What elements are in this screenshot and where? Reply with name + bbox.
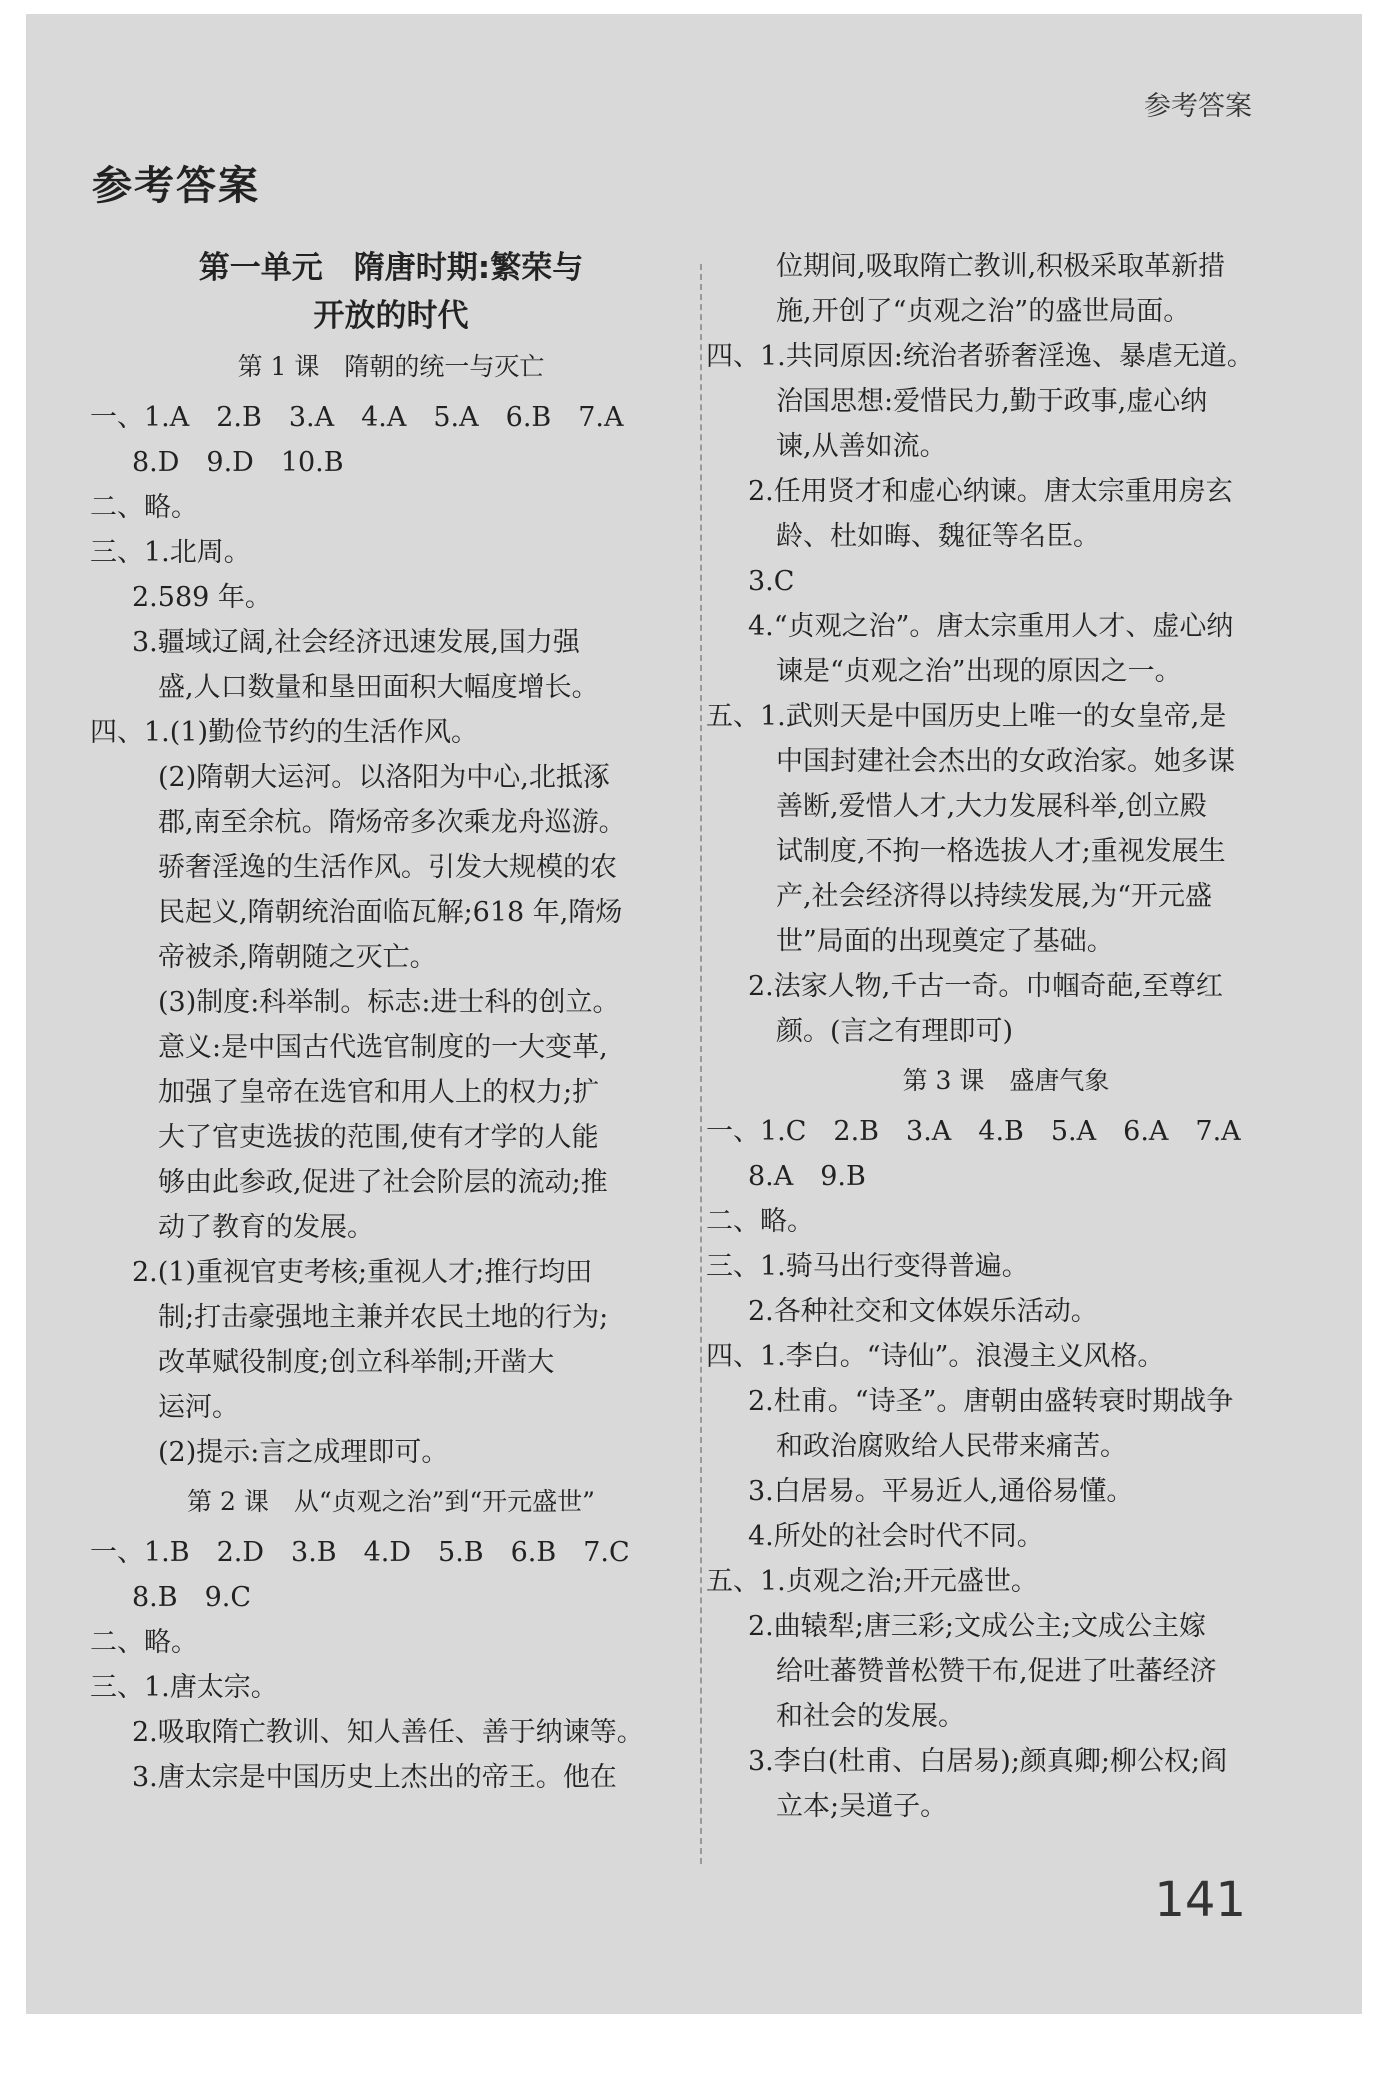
answer-line: 民起义,隋朝统治面临瓦解;618 年,隋炀 xyxy=(158,897,623,928)
answer-line: 治国思想:爱惜民力,勤于政事,虚心纳 xyxy=(776,386,1208,417)
unit-title-line2: 开放的时代 xyxy=(313,298,469,334)
unit-title-line1: 第一单元 隋唐时期:繁荣与 xyxy=(198,250,584,286)
answer-line: 郡,南至余杭。隋炀帝多次乘龙舟巡游。 xyxy=(158,807,626,838)
answer-line: 动了教育的发展。 xyxy=(158,1212,374,1243)
answer-page xyxy=(26,14,1362,2014)
answer-line: 一、1.B 2.D 3.B 4.D 5.B 6.B 7.C xyxy=(90,1537,630,1568)
answer-line: 4.所处的社会时代不同。 xyxy=(748,1521,1044,1552)
answer-line: 大了官吏选拔的范围,使有才学的人能 xyxy=(158,1122,599,1153)
answer-line: 四、1.(1)勤俭节约的生活作风。 xyxy=(90,717,479,748)
answer-line: 一、1.C 2.B 3.A 4.B 5.A 6.A 7.A xyxy=(706,1116,1241,1147)
answer-line: 加强了皇帝在选官和用人上的权力;扩 xyxy=(158,1077,600,1108)
answer-line: 意义:是中国古代选官制度的一大变革, xyxy=(158,1032,608,1063)
answer-line: 施,开创了“贞观之治”的盛世局面。 xyxy=(776,296,1191,327)
answer-line: 2.(1)重视官吏考核;重视人才;推行均田 xyxy=(132,1257,593,1288)
answer-line: 给吐蕃赞普松赞干布,促进了吐蕃经济 xyxy=(776,1656,1217,1687)
running-header: 参考答案 xyxy=(1144,91,1252,122)
answer-line: 2.曲辕犁;唐三彩;文成公主;文成公主嫁 xyxy=(748,1611,1207,1642)
answer-line: 颜。(言之有理即可) xyxy=(776,1016,1014,1047)
answer-line: 一、1.A 2.B 3.A 4.A 5.A 6.B 7.A xyxy=(90,402,624,433)
answer-line: 和政治腐败给人民带来痛苦。 xyxy=(776,1431,1127,1462)
answer-line: 三、1.唐太宗。 xyxy=(90,1672,278,1703)
answer-line: 3.白居易。平易近人,通俗易懂。 xyxy=(748,1476,1134,1507)
lesson-3-title: 第 3 课 盛唐气象 xyxy=(902,1066,1110,1095)
answer-line: 8.B 9.C xyxy=(132,1582,252,1613)
answer-line: 二、略。 xyxy=(706,1206,814,1237)
answer-line: 4.“贞观之治”。唐太宗重用人才、虚心纳 xyxy=(748,611,1234,642)
left-column xyxy=(90,244,692,1800)
answer-line: 2.吸取隋亡教训、知人善任、善于纳谏等。 xyxy=(132,1717,644,1748)
answer-line: 3.疆域辽阔,社会经济迅速发展,国力强 xyxy=(132,627,580,658)
answer-line: 2.法家人物,千古一奇。巾帼奇葩,至尊红 xyxy=(748,971,1223,1002)
answer-line: 改革赋役制度;创立科举制;开凿大 xyxy=(158,1347,555,1378)
answer-line: 四、1.李白。“诗仙”。浪漫主义风格。 xyxy=(706,1341,1165,1372)
answer-line: (2)隋朝大运河。以洛阳为中心,北抵涿 xyxy=(158,762,610,793)
answer-line: (3)制度:科举制。标志:进士科的创立。 xyxy=(158,987,620,1018)
answer-line: 谏,从善如流。 xyxy=(776,431,947,462)
answer-line: 四、1.共同原因:统治者骄奢淫逸、暴虐无道。 xyxy=(706,341,1254,372)
answer-line: 产,社会经济得以持续发展,为“开元盛 xyxy=(776,881,1212,912)
answer-line: 世”局面的出现奠定了基础。 xyxy=(776,926,1114,957)
answer-line: 三、1.北周。 xyxy=(90,537,251,568)
answer-line: 8.D 9.D 10.B xyxy=(132,447,344,478)
answer-line: 善断,爱惜人才,大力发展科举,创立殿 xyxy=(776,791,1207,822)
page-title: 参考答案 xyxy=(92,163,260,209)
answer-line: 2.各种社交和文体娱乐活动。 xyxy=(748,1296,1098,1327)
column-divider xyxy=(700,264,702,1864)
answer-line: 帝被杀,隋朝随之灭亡。 xyxy=(158,942,437,973)
answer-line: 3.李白(杜甫、白居易);颜真卿;柳公权;阎 xyxy=(748,1746,1228,1777)
answer-line: 2.任用贤才和虚心纳谏。唐太宗重用房玄 xyxy=(748,476,1233,507)
answer-line: 位期间,吸取隋亡教训,积极采取革新措 xyxy=(776,251,1226,282)
right-column xyxy=(706,244,1306,1829)
answer-line: 2.589 年。 xyxy=(132,582,272,613)
answer-line: 二、略。 xyxy=(90,1627,198,1658)
answer-line: 骄奢淫逸的生活作风。引发大规模的农 xyxy=(158,852,617,883)
answer-line: 谏是“贞观之治”出现的原因之一。 xyxy=(776,656,1182,687)
answer-line: 够由此参政,促进了社会阶层的流动;推 xyxy=(158,1167,608,1198)
answer-line: 试制度,不拘一格选拔人才;重视发展生 xyxy=(776,836,1226,867)
answer-line: 三、1.骑马出行变得普遍。 xyxy=(706,1251,1029,1282)
answer-line: 中国封建社会杰出的女政治家。她多谋 xyxy=(776,746,1235,777)
answer-line: 3.唐太宗是中国历史上杰出的帝王。他在 xyxy=(132,1762,617,1793)
answer-line: 盛,人口数量和垦田面积大幅度增长。 xyxy=(158,672,599,703)
answer-line: (2)提示:言之成理即可。 xyxy=(158,1437,449,1468)
page-number: 141 xyxy=(1154,1872,1246,1928)
answer-line: 五、1.武则天是中国历史上唯一的女皇帝,是 xyxy=(706,701,1227,732)
answer-line: 五、1.贞观之治;开元盛世。 xyxy=(706,1566,1038,1597)
lesson-2-title: 第 2 课 从“贞观之治”到“开元盛世” xyxy=(187,1487,595,1516)
lesson-1-title: 第 1 课 隋朝的统一与灭亡 xyxy=(237,352,545,381)
answer-line: 2.杜甫。“诗圣”。唐朝由盛转衰时期战争 xyxy=(748,1386,1234,1417)
answer-line: 立本;吴道子。 xyxy=(776,1791,948,1822)
answer-line: 制;打击豪强地主兼并农民土地的行为; xyxy=(158,1302,609,1333)
answer-line: 龄、杜如晦、魏征等名臣。 xyxy=(776,521,1100,552)
answer-line: 3.C xyxy=(748,566,795,597)
answer-line: 8.A 9.B xyxy=(748,1161,866,1192)
answer-line: 运河。 xyxy=(158,1392,239,1423)
unit-title xyxy=(90,244,692,340)
answer-line: 二、略。 xyxy=(90,492,198,523)
answer-line: 和社会的发展。 xyxy=(776,1701,965,1732)
